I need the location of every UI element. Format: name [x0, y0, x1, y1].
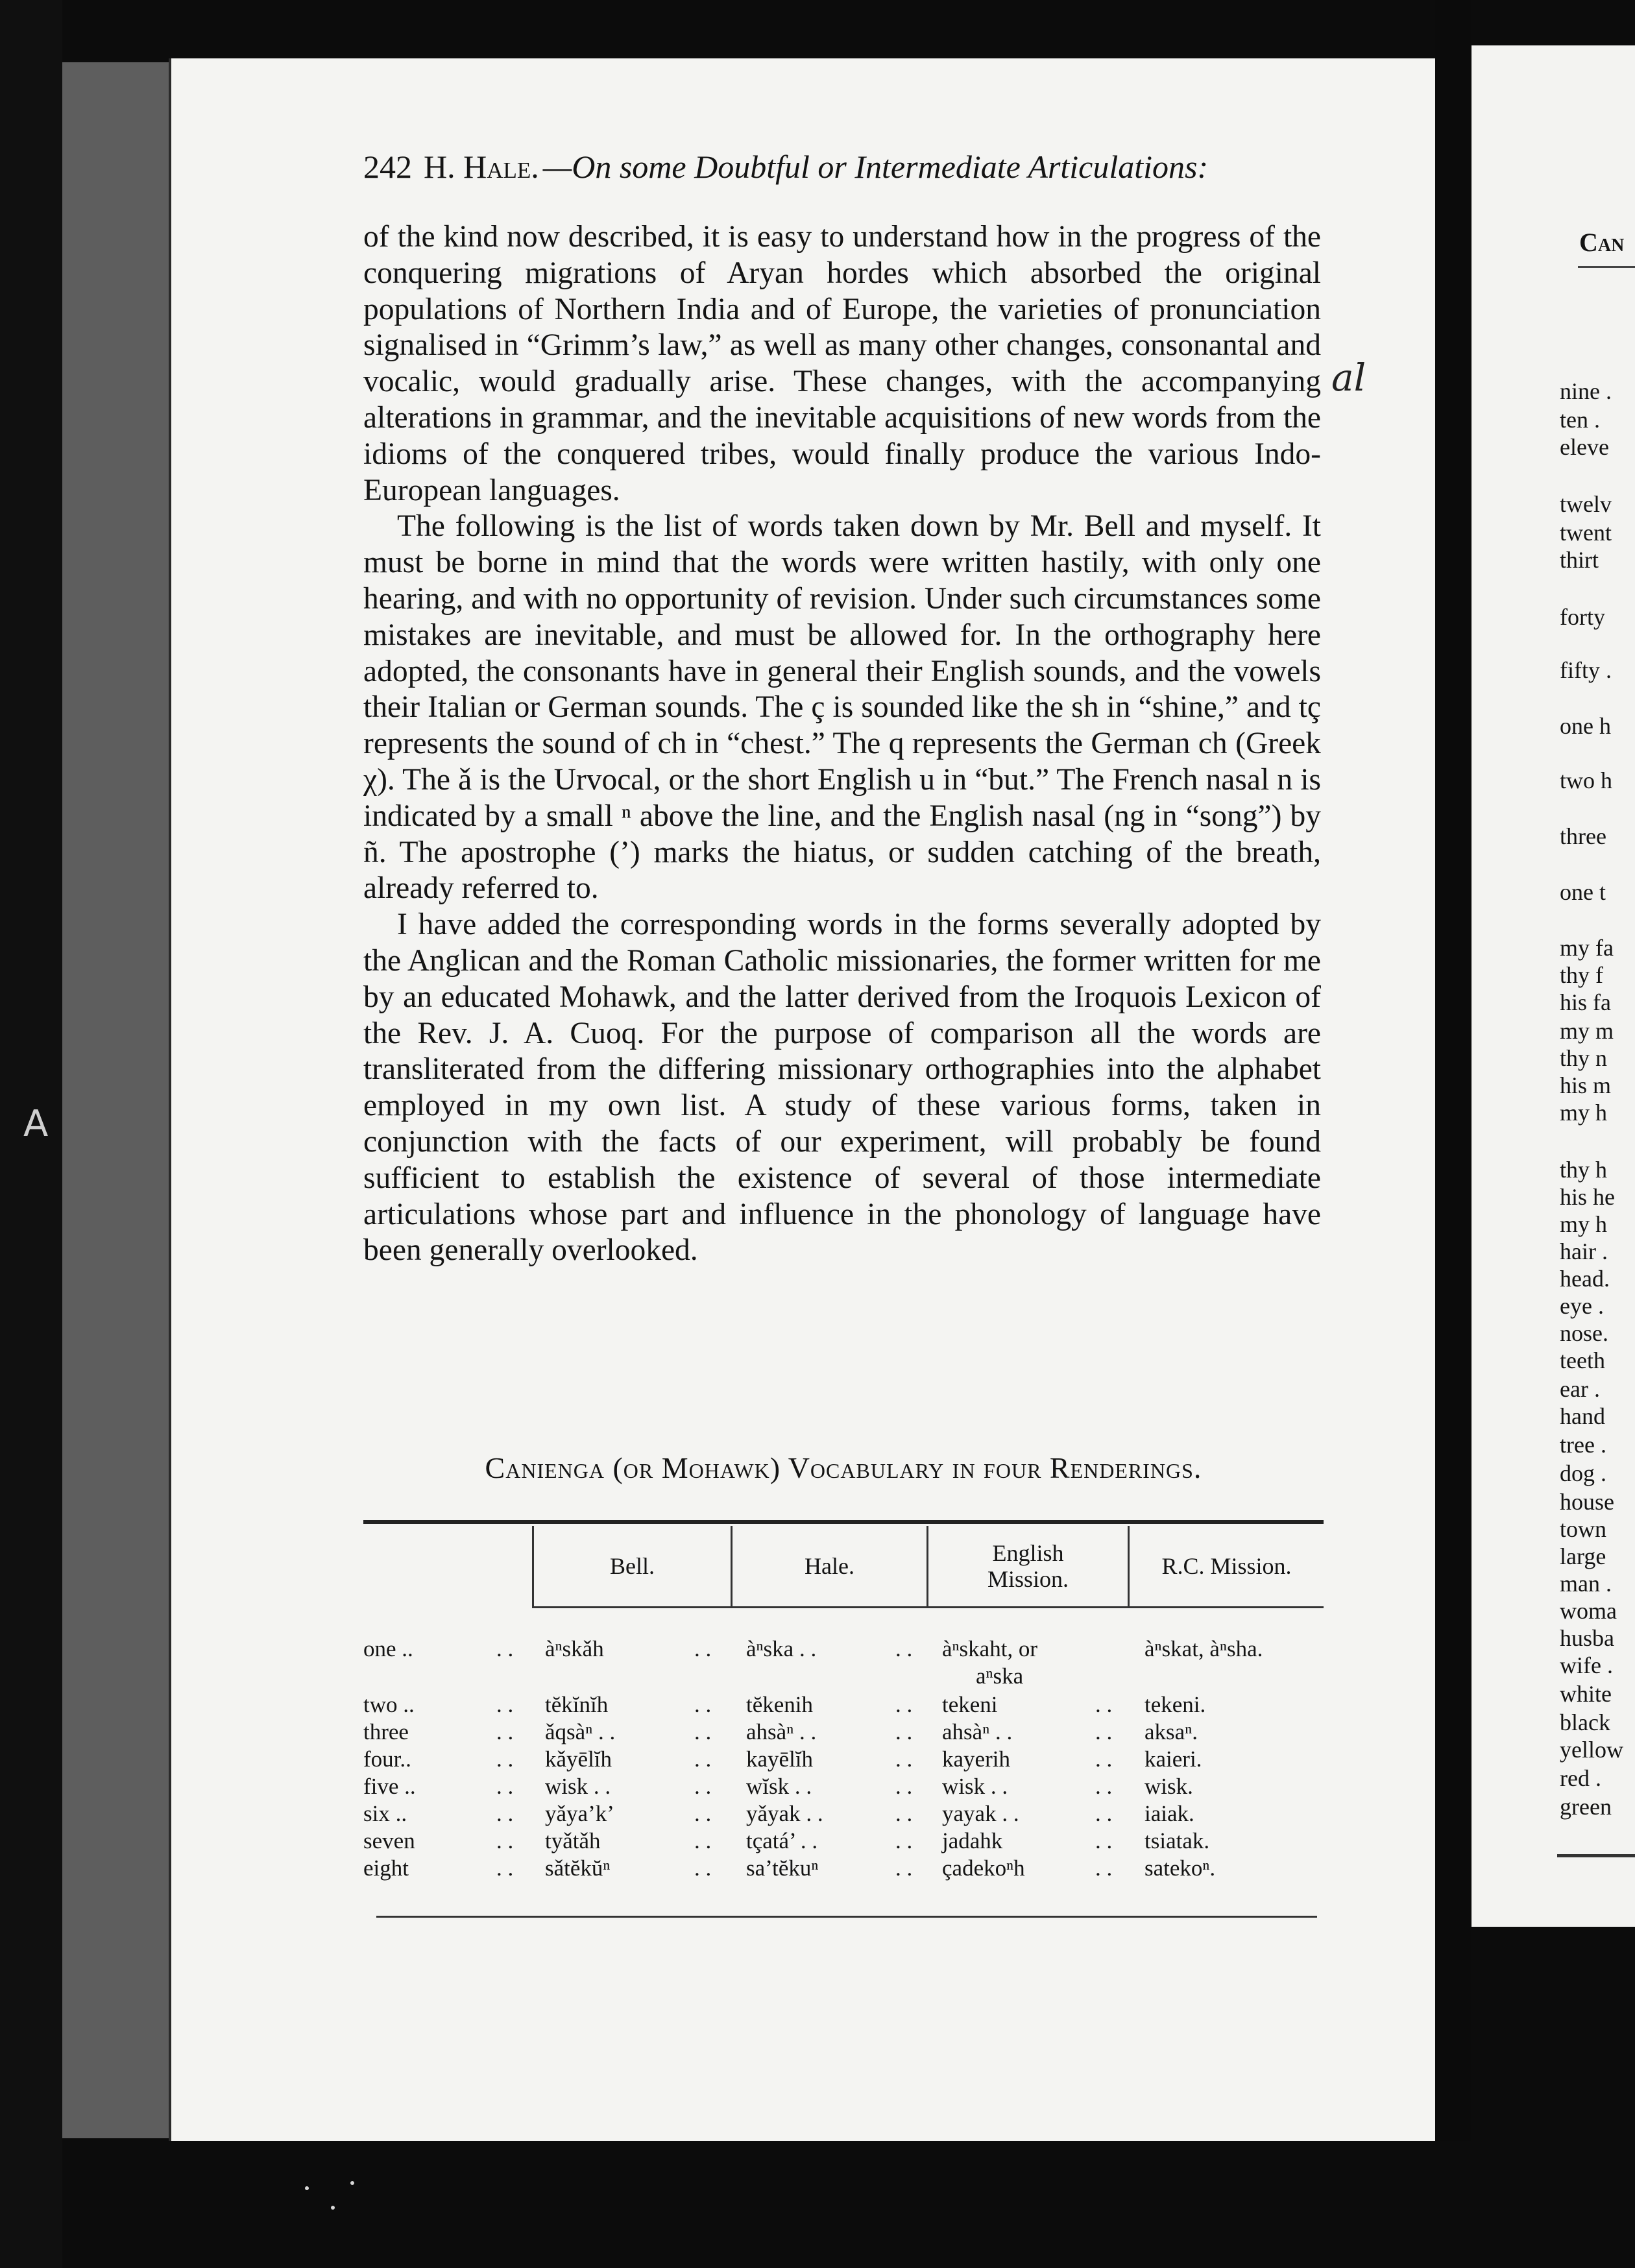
facing-page-word: one t [1560, 879, 1606, 905]
facing-page-word: wife . [1560, 1652, 1613, 1678]
cell-word: two .. [363, 1692, 415, 1717]
cell-english-mission: kayerih [942, 1746, 1010, 1772]
cell-english-mission: àⁿskaht, or [942, 1636, 1038, 1661]
cell-hale: ahsàⁿ . . [746, 1719, 817, 1744]
cell-dots: . . [496, 1828, 514, 1853]
facing-page-word: thy f [1560, 962, 1603, 988]
table-row [363, 1692, 1324, 1719]
cell-hale: yǎyak . . [746, 1801, 823, 1826]
cell-dots: . . [694, 1774, 712, 1799]
page-number: 242 [363, 149, 412, 185]
facing-page-word: twent [1560, 520, 1612, 546]
cell-english-mission: yayak . . [942, 1801, 1019, 1826]
column-header-hale: Hale. [805, 1553, 854, 1579]
facing-page-word: woma [1560, 1598, 1617, 1624]
cell-dots: . . [1095, 1801, 1113, 1826]
cell-word: six .. [363, 1801, 407, 1826]
cell-hale: wĭsk . . [746, 1774, 812, 1799]
cell-english-mission-alt: aⁿska [976, 1663, 1024, 1689]
cell-dots: . . [1095, 1774, 1113, 1799]
cell-rc-mission: iaiak. [1144, 1801, 1194, 1826]
table-caption: Canienga (or Mohawk) Vocabulary in four Renderings. [485, 1451, 1202, 1484]
facing-page-word: town [1560, 1516, 1606, 1542]
cell-dots: . . [496, 1801, 514, 1826]
facing-page-word: house [1560, 1489, 1614, 1515]
cell-dots: . . [895, 1636, 913, 1661]
cell-english-mission: ahsàⁿ . . [942, 1719, 1013, 1744]
cell-dots: . . [895, 1746, 913, 1772]
facing-page-word: nose. [1560, 1320, 1608, 1346]
facing-page-word: my fa [1560, 935, 1614, 961]
facing-page-word: hand [1560, 1403, 1605, 1429]
cell-dots: . . [1095, 1692, 1113, 1717]
cell-rc-mission: kaieri. [1144, 1746, 1202, 1772]
cell-bell: tyǎtǎh [545, 1828, 601, 1853]
cell-dots: . . [694, 1828, 712, 1853]
cell-dots: . . [1095, 1719, 1113, 1744]
facing-page-word: eleve [1560, 434, 1609, 460]
facing-page-word: thy h [1560, 1157, 1608, 1183]
cell-english-mission: tekeni [942, 1692, 998, 1717]
cell-english-mission: wisk . . [942, 1774, 1008, 1799]
cell-word: eight [363, 1855, 409, 1881]
facing-page-word: eye . [1560, 1293, 1604, 1319]
facing-page-word: his fa [1560, 989, 1611, 1015]
running-header [363, 148, 1324, 186]
left-margin-mark: A [23, 1103, 49, 1145]
facing-page-word: ten . [1560, 407, 1600, 433]
facing-page-word: teeth [1560, 1347, 1605, 1373]
cell-bell: sǎtĕkŭⁿ [545, 1855, 611, 1881]
cell-rc-mission: tekeni. [1144, 1692, 1206, 1717]
table-row [363, 1855, 1324, 1883]
cell-hale: sa’tĕkuⁿ [746, 1855, 819, 1881]
table-row [363, 1828, 1324, 1855]
facing-page-word: one h [1560, 713, 1611, 739]
facing-page-word: my h [1560, 1100, 1608, 1126]
facing-page-word: red . [1560, 1765, 1601, 1791]
cell-dots: . . [895, 1801, 913, 1826]
facing-page-word: black [1560, 1709, 1610, 1735]
cell-hale: tĕkenih [746, 1692, 814, 1717]
dust-speck [305, 2186, 309, 2190]
table-row [363, 1746, 1324, 1774]
facing-page-word: white [1560, 1681, 1612, 1707]
page-binding-shadow [62, 62, 173, 2138]
facing-page-word: tree . [1560, 1432, 1606, 1458]
cell-dots: . . [694, 1855, 712, 1881]
cell-dots: . . [694, 1719, 712, 1744]
paragraph-1: of the kind now described, it is easy to understand how in the progress of the conquering migrations of Aryan hordes which absorbed the original populations of Northern India and of Europe, the varieties of pronunciation signalised in “Grimm’s law,” as well as many other changes, consonantal and vocalic, would gradually arise. These changes, with the accompanying alterations in grammar, and the inevitable acquisitions of new words from the idioms of the conquered tribes, would finally produce the various Indo-European languages. [363, 220, 1321, 507]
cell-dots: . . [496, 1692, 514, 1717]
cell-bell: ǎqsàⁿ . . [545, 1719, 616, 1744]
facing-page-word: my m [1560, 1018, 1614, 1044]
facing-page-heading: Can [1579, 228, 1625, 257]
cell-dots: . . [694, 1746, 712, 1772]
facing-page-word: thy n [1560, 1045, 1608, 1071]
cell-word: five .. [363, 1774, 416, 1799]
cell-dots: . . [1095, 1855, 1113, 1881]
cell-bell: wisk . . [545, 1774, 611, 1799]
cell-dots: . . [496, 1855, 514, 1881]
cell-dots: . . [496, 1746, 514, 1772]
paragraph-2: The following is the list of words taken down by Mr. Bell and myself. It must be borne in mind that the words were written hastily, with only one hearing, and with no opportunity of revision. Under such circumstances some mistakes are inevitable, and must be allowed for. In the orthography here adopted, the consonants have in general their English sounds, and the vowels their Italian or German sounds. The ç is sounded like the sh in “shine,” and tç represents the sound of ch in “chest.” The q represents the German ch (Greek χ). The ǎ is the Urvocal, or the short English u in “but.” The French nasal n is indicated by a small ⁿ above the line, and the English nasal (ng in “song”) by ñ. The apostrophe (’) marks the hiatus, or sudden catching of the breath, already referred to. [363, 509, 1321, 906]
table-row [363, 1636, 1324, 1663]
cell-dots: . . [895, 1774, 913, 1799]
cell-bell: kǎyēlĭh [545, 1746, 612, 1772]
facing-page-word: husba [1560, 1625, 1614, 1651]
cell-rc-mission: tsiatak. [1144, 1828, 1210, 1853]
cell-bell: àⁿskǎh [545, 1636, 604, 1661]
cell-dots: . . [496, 1719, 514, 1744]
cell-rc-mission: àⁿskat, àⁿsha. [1144, 1636, 1263, 1661]
cell-dots: . . [1095, 1828, 1113, 1853]
cell-hale: kayēlĭh [746, 1746, 814, 1772]
table-row [363, 1719, 1324, 1746]
facing-page-word: two h [1560, 767, 1612, 793]
facing-page-word: his he [1560, 1184, 1615, 1210]
facing-page-word: his m [1560, 1072, 1612, 1098]
table-bottom-rule [376, 1916, 1317, 1918]
cell-dots: . . [895, 1692, 913, 1717]
facing-page-word: yellow [1560, 1737, 1623, 1763]
facing-page-word: three [1560, 823, 1606, 849]
facing-page-word: forty [1560, 604, 1605, 630]
dust-speck [350, 2181, 354, 2185]
facing-page-word: twelv [1560, 491, 1612, 517]
table-row [363, 1774, 1324, 1801]
facing-page-word: man . [1560, 1571, 1612, 1597]
cell-rc-mission: wisk. [1144, 1774, 1193, 1799]
table-row [363, 1801, 1324, 1828]
paragraph-3: I have added the corresponding words in the forms severally adopted by the Anglican and the Roman Catholic missionaries, the former written for me by an educated Mohawk, and the latter derived from the Iroquois Lexicon of the Rev. J. A. Cuoq. For the purpose of comparison all the words are transliterated from the differing missionary orthographies into the alphabet employed in my own list. A study of these various forms, taken in conjunction with the facts of our experiment, will probably be found sufficient to establish the existence of several of those intermediate articulations whose part and influence in the phonology of language have been generally overlooked. [363, 908, 1321, 1268]
cell-dots: . . [694, 1636, 712, 1661]
dust-speck [331, 2206, 335, 2210]
handwritten-margin-note: al [1331, 356, 1366, 400]
cell-hale: àⁿska . . [746, 1636, 817, 1661]
facing-page-word: dog . [1560, 1460, 1606, 1486]
header-title: —On some Doubtful or Intermediate Articulations: [542, 149, 1209, 185]
cell-dots: . . [895, 1719, 913, 1744]
column-header-english-mission: English Mission. [987, 1540, 1069, 1592]
facing-page-bottom-rule [1557, 1854, 1635, 1857]
facing-page-word: hair . [1560, 1238, 1608, 1264]
cell-dots: . . [694, 1801, 712, 1826]
cell-word: one .. [363, 1636, 413, 1661]
table-row-continuation [363, 1663, 1324, 1691]
cell-rc-mission: aksaⁿ. [1144, 1719, 1198, 1744]
cell-english-mission: jadahk [942, 1828, 1003, 1853]
cell-dots: . . [496, 1636, 514, 1661]
column-header-bell: Bell. [610, 1553, 655, 1579]
header-author: H. Hale. [424, 149, 539, 185]
cell-dots: . . [895, 1855, 913, 1881]
facing-page-word: head. [1560, 1266, 1610, 1292]
cell-bell: tĕkĭnĭh [545, 1692, 609, 1717]
cell-bell: yǎya’k’ [545, 1801, 614, 1826]
cell-dots: . . [496, 1774, 514, 1799]
page-gutter [1435, 0, 1472, 2268]
scan-border-bottom [62, 2141, 1635, 2268]
cell-dots: . . [1095, 1746, 1113, 1772]
facing-page-rule [1578, 266, 1635, 268]
cell-word: three [363, 1719, 409, 1744]
facing-page-word: green [1560, 1794, 1612, 1820]
facing-page-word: my h [1560, 1211, 1608, 1237]
cell-english-mission: çadekoⁿh [942, 1855, 1025, 1881]
cell-word: four.. [363, 1746, 411, 1772]
table-top-rule [363, 1520, 1324, 1524]
facing-page-word: ear . [1560, 1376, 1600, 1402]
facing-page-word: nine . [1560, 378, 1612, 404]
cell-rc-mission: satekoⁿ. [1144, 1855, 1216, 1881]
cell-hale: tçatá’ . . [746, 1828, 818, 1853]
facing-page-word: fifty . [1560, 657, 1612, 683]
cell-word: seven [363, 1828, 415, 1853]
table-header-rule [532, 1606, 1324, 1608]
cell-dots: . . [895, 1828, 913, 1853]
facing-page-word: thirt [1560, 547, 1599, 573]
body-text [363, 219, 1321, 1269]
facing-page-word: large [1560, 1543, 1606, 1569]
cell-dots: . . [694, 1692, 712, 1717]
column-header-rc-mission: R.C. Mission. [1161, 1553, 1292, 1579]
